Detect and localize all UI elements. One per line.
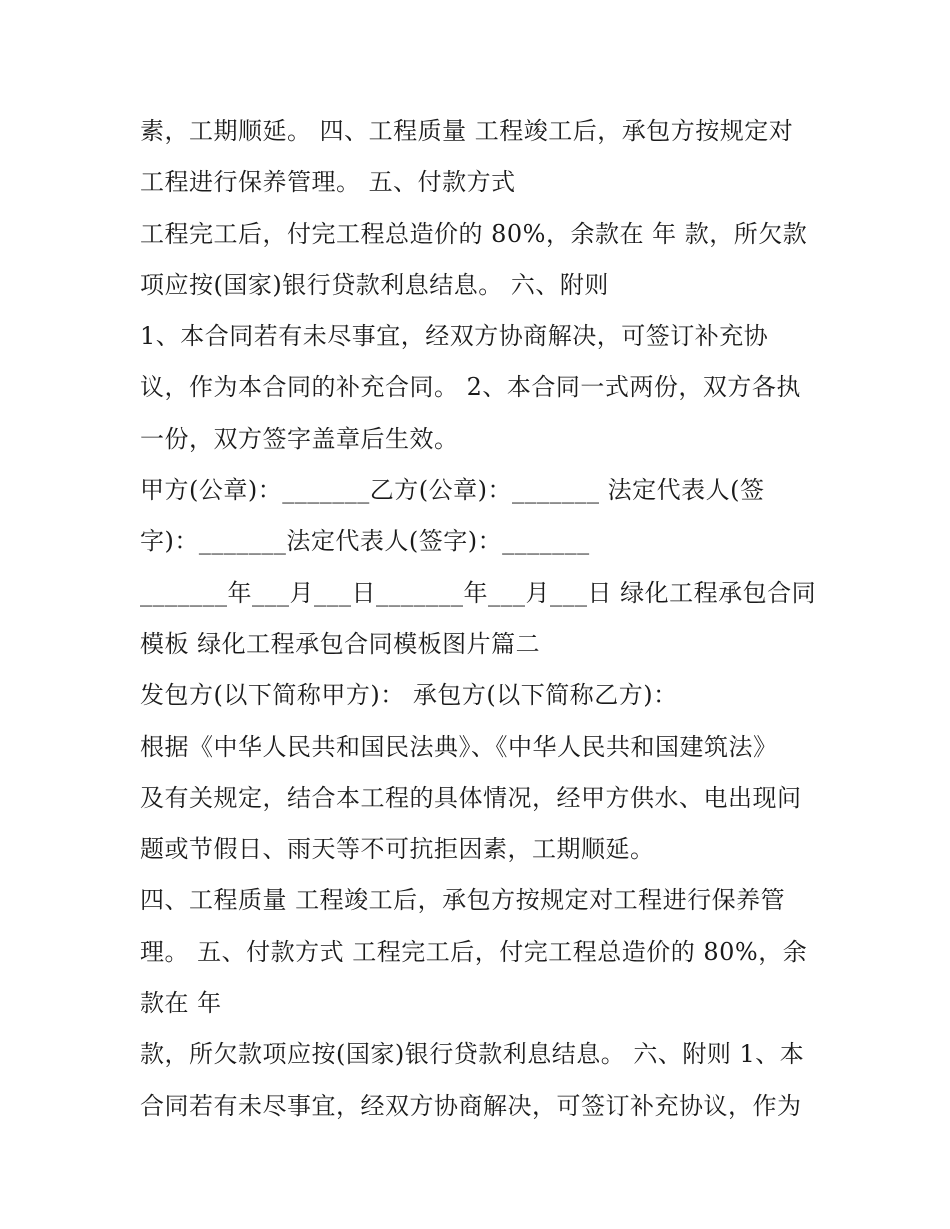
section-title-line: 模板 绿化工程承包合同模板图片篇二 [140,629,541,658]
text-line: 工程进行保养管理。 五、付款方式 [140,168,516,197]
text-line: 工程完工后，付完工程总造价的 80%，余款在 年 款，所欠款 [140,219,808,248]
document-body [140,106,820,1132]
text-line: 及有关规定，结合本工程的具体情况，经甲方供水、电出现问 [140,783,802,812]
text-line: 合同若有未尽事宜，经双方协商解决，可签订补充协议，作为 [140,1091,802,1120]
text-line: 项应按(国家)银行贷款利息结息。 六、附则 [140,270,609,299]
text-line: 一份，双方签字盖章后生效。 [140,424,459,453]
text-line: 素，工期顺延。 四、工程质量 工程竣工后，承包方按规定对 [140,117,794,145]
text-line: 1、本合同若有未尽事宜，经双方协商解决，可签订补充协 [140,322,769,351]
text-line: 题或节假日、雨天等不可抗拒因素，工期顺延。 [140,835,655,864]
signature-line: 甲方(公章)：_______乙方(公章)：_______ 法定代表人(签 [140,476,765,505]
text-line: 议，作为本合同的补充合同。 2、本合同一式两份，双方各执 [140,373,801,402]
signature-line: 字)：_______法定代表人(签字)：_______ [140,527,590,556]
text-line: 根据《中华人民共和国民法典》、《中华人民共和国建筑法》 [140,732,778,761]
text-line: 发包方(以下简称甲方)： 承包方(以下简称乙方)： [140,681,678,710]
text-line: 款，所欠款项应按(国家)银行贷款利息结息。 六、附则 1、本 [140,1040,805,1069]
text-line: 理。 五、付款方式 工程完工后，付完工程总造价的 80%，余 [140,937,808,966]
date-line: _______年___月___日_______年___月___日 绿化工程承包合同 [140,578,817,607]
text-line: 四、工程质量 工程竣工后，承包方按规定对工程进行保养管 [140,886,786,915]
text-line: 款在 年 [140,989,222,1018]
